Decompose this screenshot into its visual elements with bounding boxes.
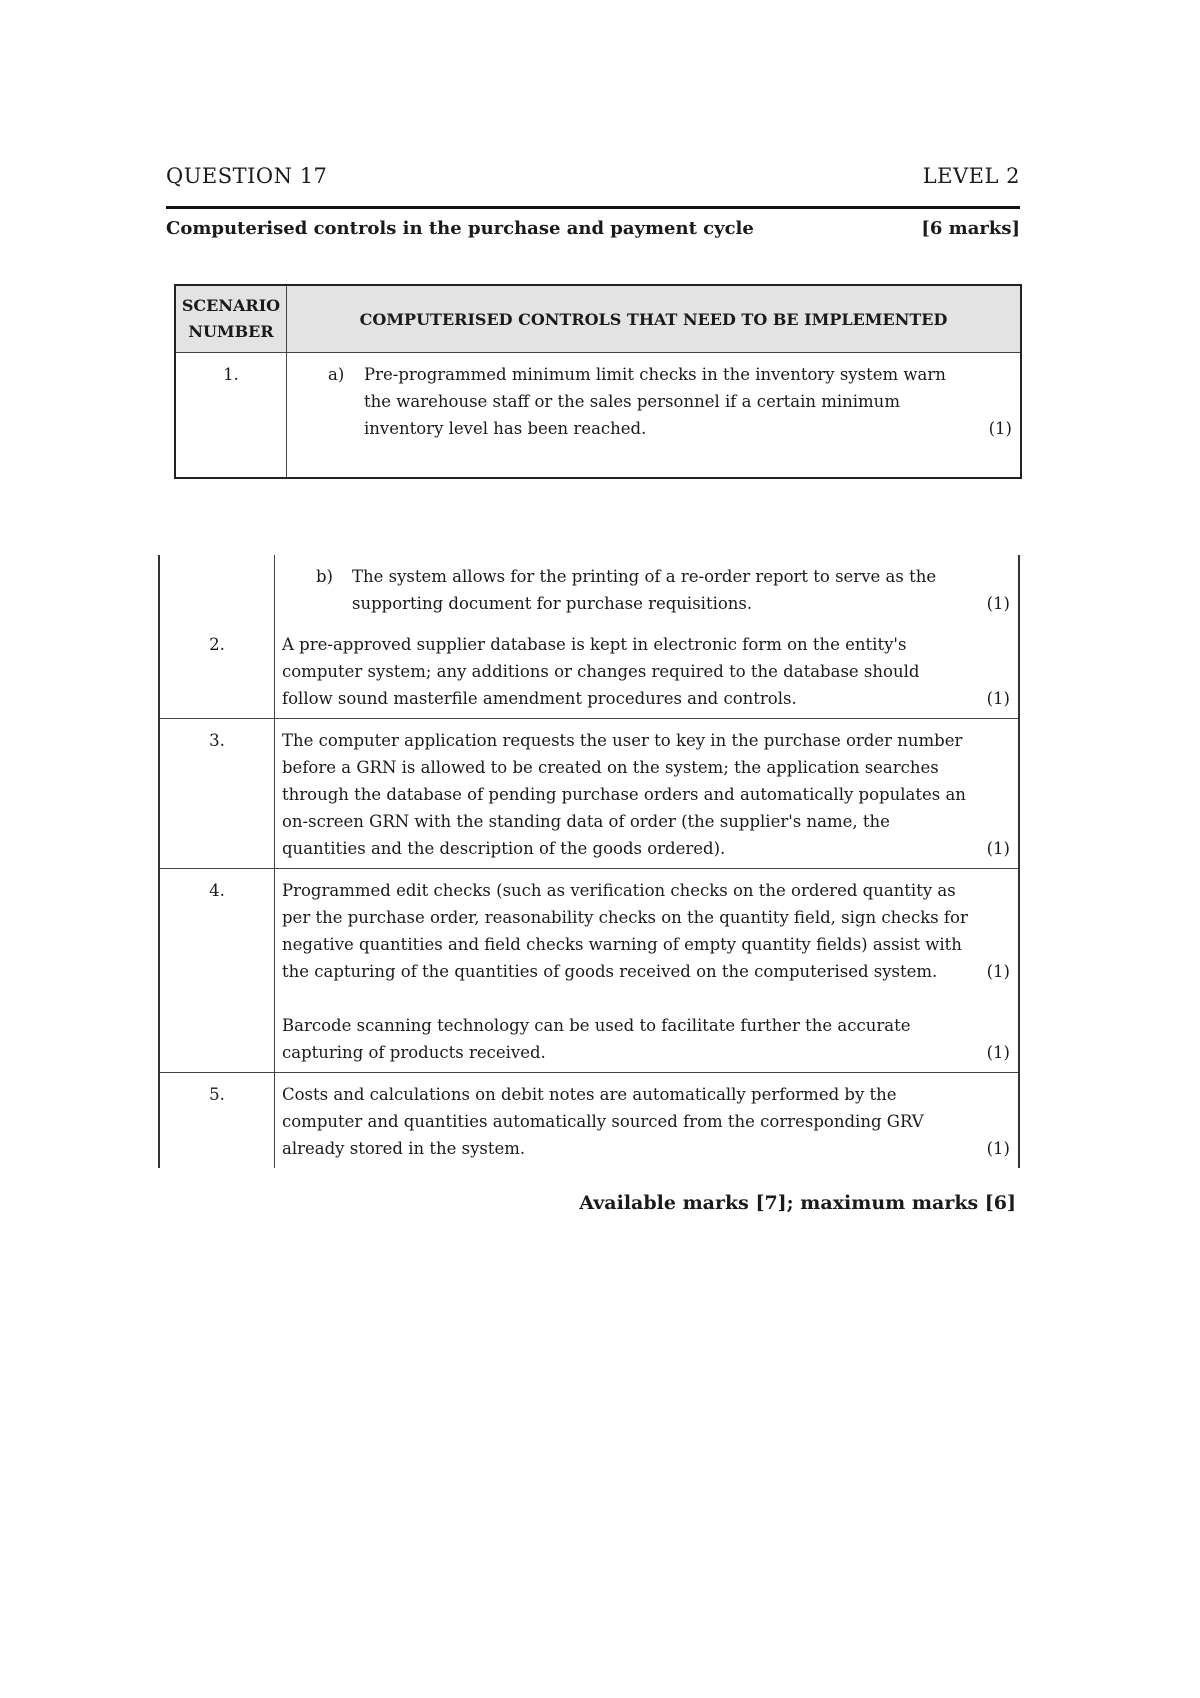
scenario-number: 4. xyxy=(159,869,275,1073)
question-level: LEVEL 2 xyxy=(922,164,1020,188)
table-row xyxy=(159,1073,1019,1169)
scenario-content xyxy=(275,869,1020,1073)
scenario-header-line1: SCENARIO xyxy=(181,296,281,315)
paragraph-mark: (1) xyxy=(986,839,1010,858)
scenario-number: 1. xyxy=(175,353,287,479)
scenario-header-line2: NUMBER xyxy=(188,322,274,341)
paragraph-mark: (1) xyxy=(986,1043,1010,1062)
paragraph-mark: (1) xyxy=(986,689,1010,708)
table-row xyxy=(175,353,1021,479)
marks-summary: Available marks [7]; maximum marks [6] xyxy=(579,1192,1016,1214)
scenario-content xyxy=(287,353,1022,479)
table-row xyxy=(159,869,1019,1073)
question-subtitle xyxy=(166,218,1020,248)
table-row xyxy=(159,719,1019,869)
paragraph-mark: (1) xyxy=(986,1139,1010,1158)
scenario-number: 5. xyxy=(159,1073,275,1169)
scenario-content xyxy=(275,623,1020,719)
scenario-content xyxy=(275,719,1020,869)
controls-header: COMPUTERISED CONTROLS THAT NEED TO BE IMPLEMENTED xyxy=(287,285,1022,353)
list-item xyxy=(316,563,1010,617)
paragraph-text: Costs and calculations on debit notes are automatically performed by the computer and quantities automatically sourced from the corresponding GRV already stored in the system. xyxy=(282,1085,924,1158)
scenario-number-continued xyxy=(159,555,275,623)
controls-table-part-2 xyxy=(158,555,1020,1168)
table-header-row xyxy=(175,285,1021,353)
paragraph-text: Programmed edit checks (such as verification checks on the ordered quantity as per the purchase order, reasonability checks on the quantity field, sign checks for negative quantities and field checks warning of empty quantity fields) assist with the capturing of the quantities of goods received on the computerised system. xyxy=(282,881,968,981)
page-header xyxy=(166,160,1020,209)
item-text: Pre-programmed minimum limit checks in the inventory system warn the warehouse staff or the sales personnel if a certain minimum inventory level has been reached. xyxy=(364,365,946,438)
subtitle-marks: [6 marks] xyxy=(921,218,1020,239)
item-letter: b) xyxy=(316,567,333,586)
controls-table-part-1 xyxy=(174,284,1022,479)
paragraph-mark: (1) xyxy=(986,962,1010,981)
scenario-content xyxy=(275,555,1020,623)
paragraph-text: A pre-approved supplier database is kept in electronic form on the entity's computer system; any additions or changes required to the database should follow sound masterfile amendment procedures and controls. xyxy=(282,635,920,708)
table-row xyxy=(159,555,1019,623)
question-title: QUESTION 17 xyxy=(166,164,328,188)
scenario-content xyxy=(275,1073,1020,1169)
scenario-number-header xyxy=(175,285,287,353)
scenario-number: 3. xyxy=(159,719,275,869)
item-mark: (1) xyxy=(988,419,1012,438)
paragraph-text: The computer application requests the user to key in the purchase order number before a GRN is allowed to be created on the system; the application searches through the database of pending purchase orders and automatically populates an on-screen GRN with the standing data of order (the supplier's name, the quantities and the description of the goods ordered). xyxy=(282,731,966,858)
table-row xyxy=(159,623,1019,719)
paragraph-spacer xyxy=(282,985,1010,1012)
item-letter: a) xyxy=(328,365,345,384)
item-mark: (1) xyxy=(986,594,1010,613)
paragraph xyxy=(282,631,1010,712)
scenario-number: 2. xyxy=(159,623,275,719)
item-text: The system allows for the printing of a re-order report to serve as the supporting document for purchase requisitions. xyxy=(352,567,937,613)
paragraph-text: Barcode scanning technology can be used to facilitate further the accurate capturing of products received. xyxy=(282,1016,911,1062)
paragraph xyxy=(282,727,1010,862)
paragraph xyxy=(282,1012,1010,1066)
list-item xyxy=(328,361,1012,442)
paragraph xyxy=(282,877,1010,985)
paragraph xyxy=(282,1081,1010,1162)
subtitle-text: Computerised controls in the purchase and payment cycle xyxy=(166,218,754,239)
